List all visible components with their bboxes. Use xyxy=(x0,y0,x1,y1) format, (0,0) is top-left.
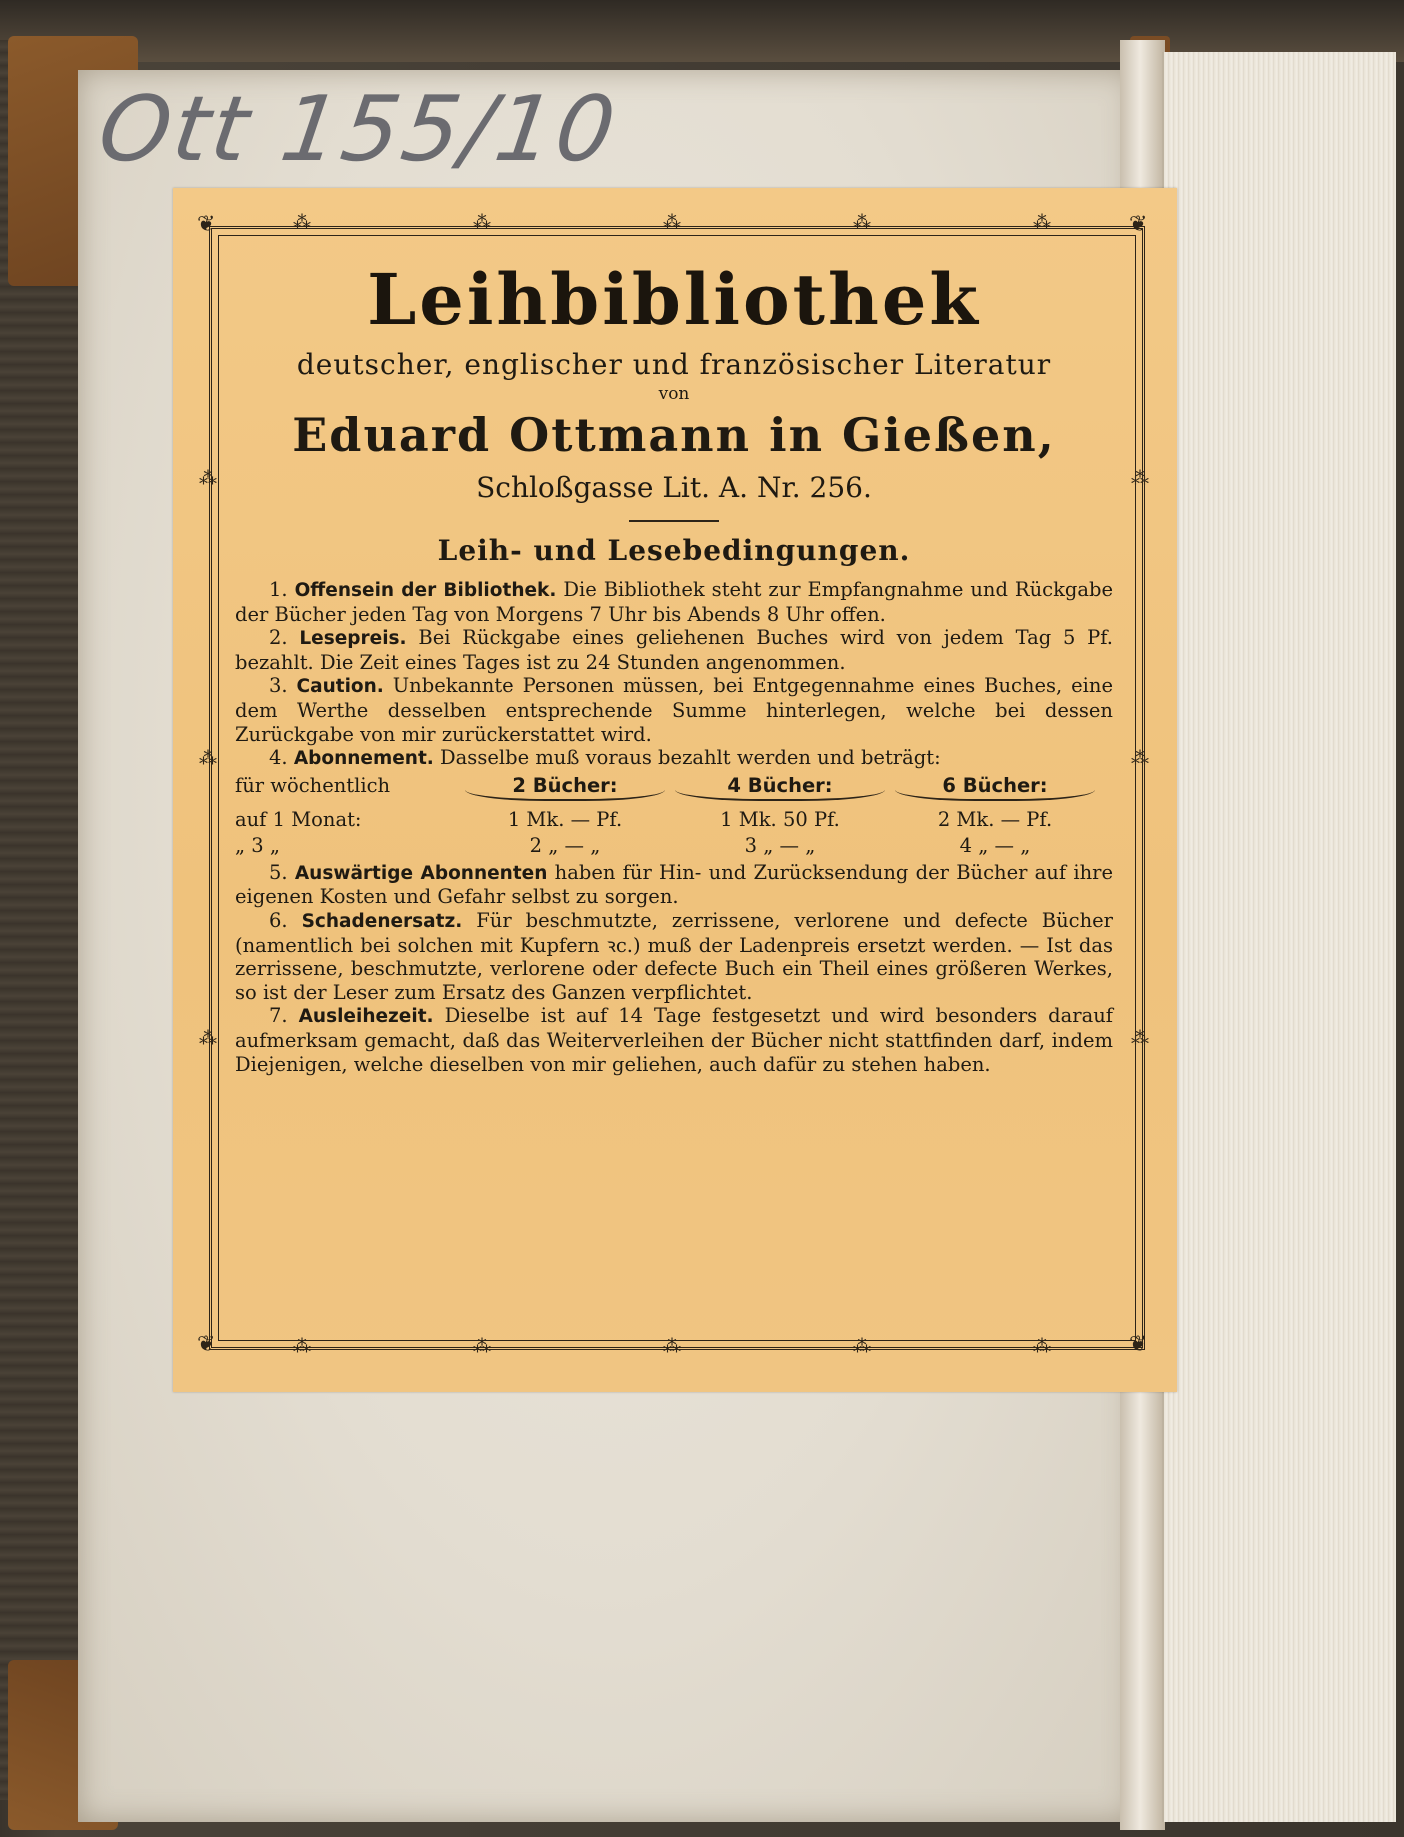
border-flourish-icon: ⁂ xyxy=(199,1028,217,1049)
border-flourish-icon: ⁂ xyxy=(293,1336,311,1357)
conditions-heading: Leih- und Lesebedingungen. xyxy=(437,534,911,567)
border-flourish-icon: ⁂ xyxy=(473,1336,491,1357)
rule-item: 6. Schadenersatz. Für beschmutzte, zerrissene, verlorene und defecte Bücher (namentlich bei solchen mit Kupfern ꝛc.) muß der Ladenpreis ersetzt werden. — Ist das zerrissene, beschmutzte, verlorene oder defecte Buch ein Theil eines größeren Werkes, so ist der Leser zum Ersatz des Ganzen verpflichtet. xyxy=(235,908,1113,1004)
label-owner: Eduard Ottmann in Gießen, xyxy=(292,408,1056,462)
rules-list xyxy=(235,578,1113,771)
rule-heading: Caution. xyxy=(296,676,384,698)
rule-heading: Lesepreis. xyxy=(299,628,407,650)
price-col-header: 4 Bücher: xyxy=(675,773,885,801)
border-flourish-icon: ⁂ xyxy=(853,1336,871,1357)
border-flourish-icon: ⁂ xyxy=(473,212,491,233)
rule-item: 1. Offensein der Bibliothek. Die Bibliothek steht zur Empfangnahme und Rückgabe der Bücher jeden Tag von Morgens 7 Uhr bis Abends 8 Uhr offen. xyxy=(235,578,1114,626)
label-title: Leihbibliothek xyxy=(367,258,981,341)
price-cell: 3 „ — „ xyxy=(744,833,816,857)
rule-text: Für beschmutzte, zerrissene, verlorene und defecte Bücher (namentlich bei solchen mit Kupfern ꝛc.) muß der Ladenpreis ersetzt werden. — Ist das zerrissene, beschmutzte, verlorene oder defecte Buch ein Theil eines größeren Werkes, so ist der Leser zum Ersatz des Ganzen verpflichtet. xyxy=(235,908,1113,1004)
label-von: von xyxy=(658,384,690,404)
price-row-label: auf 1 Monat: xyxy=(235,807,362,831)
rule-item: 7. Ausleihezeit. Dieselbe ist auf 14 Tage festgesetzt und wird besonders darauf aufmerksam gemacht, daß das Weiterverleihen der Bücher nicht stattfinden darf, indem Diejenigen, welche dieselben von mir geliehen, auch dafür zu stehen haben. xyxy=(235,1004,1113,1076)
border-flourish-icon: ⁂ xyxy=(1033,212,1051,233)
border-flourish-icon: ⁂ xyxy=(663,1336,681,1357)
border-flourish-icon: ⁂ xyxy=(1131,748,1149,769)
library-label xyxy=(173,188,1177,1392)
corner-ornament-icon: ❦ xyxy=(197,212,216,237)
label-content xyxy=(235,258,1113,1076)
rule-item: 4. Abonnement. Dasselbe muß voraus bezahlt werden und beträgt: xyxy=(269,746,941,770)
rule-item: 2. Lesepreis. Bei Rückgabe eines geliehenen Buches wird von jedem Tag 5 Pf. bezahlt. Die Zeit eines Tages ist zu 24 Stunden angenommen. xyxy=(235,626,1113,674)
price-col-header: 2 Bücher: xyxy=(465,773,665,801)
rules-list-continued xyxy=(235,861,1113,1076)
border-flourish-icon: ⁂ xyxy=(199,748,217,769)
price-row-label: „ 3 „ xyxy=(235,833,281,857)
rule-text: haben für Hin- und Zurücksendung der Bücher auf ihre eigenen Kosten und Gefahr selbst zu sorgen. xyxy=(235,860,1113,909)
leather-spine-strip xyxy=(0,40,80,1800)
price-table-header xyxy=(235,773,1113,801)
rule-text: Bei Rückgabe eines geliehenen Buches wird von jedem Tag 5 Pf. bezahlt. Die Zeit eines Tages ist zu 24 Stunden angenommen. xyxy=(235,626,1113,674)
page-block xyxy=(1162,52,1396,1822)
price-cell: 1 Mk. — Pf. xyxy=(507,807,623,831)
price-cell: 4 „ — „ xyxy=(959,833,1031,857)
handwritten-shelfmark: Ott 155/10 xyxy=(92,77,625,182)
border-flourish-icon: ⁂ xyxy=(663,212,681,233)
border-flourish-icon: ⁂ xyxy=(1131,1028,1149,1049)
price-cell: 2 Mk. — Pf. xyxy=(937,807,1053,831)
label-address: Schloßgasse Lit. A. Nr. 256. xyxy=(476,471,872,504)
border-flourish-icon: ⁂ xyxy=(1131,468,1149,489)
corner-ornament-icon: ❦ xyxy=(197,1332,216,1357)
price-cell: 2 „ — „ xyxy=(529,833,601,857)
border-flourish-icon: ⁂ xyxy=(293,212,311,233)
rule-text: Unbekannte Personen müssen, bei Entgegennahme eines Buches, eine dem Werthe desselben entsprechende Summe hinterlegen, welche bei dessen Zurückgabe von mir zurückerstattet wird. xyxy=(235,674,1114,746)
border-flourish-icon: ⁂ xyxy=(853,212,871,233)
border-flourish-icon: ⁂ xyxy=(199,468,217,489)
rule-heading: Auswärtige Abonnenten xyxy=(294,862,548,884)
price-cell: 1 Mk. 50 Pf. xyxy=(720,807,840,831)
rule-item: 3. Caution. Unbekannte Personen müssen, bei Entgegennahme eines Buches, eine dem Werthe desselben entsprechende Summe hinterlegen, welche bei dessen Zurückgabe von mir zurückerstattet wird. xyxy=(235,674,1114,746)
rule-heading: Schadenersatz. xyxy=(301,910,463,932)
price-table-row xyxy=(235,833,1113,859)
price-col-header: 6 Bücher: xyxy=(895,773,1095,801)
rule-item: 5. Auswärtige Abonnenten haben für Hin- und Zurücksendung der Bücher auf ihre eigenen Kosten und Gefahr selbst zu sorgen. xyxy=(235,860,1113,909)
rule-text: Die Bibliothek steht zur Empfangnahme und Rückgabe der Bücher jeden Tag von Morgens 7 Uhr bis Abends 8 Uhr offen. xyxy=(235,578,1114,626)
label-subtitle: deutscher, englischer und französischer Literatur xyxy=(296,348,1052,381)
rule-heading: Abonnement. xyxy=(293,748,434,770)
corner-ornament-icon: ❦ xyxy=(1129,212,1148,237)
divider-rule xyxy=(629,520,719,522)
rule-text: Dieselbe ist auf 14 Tage festgesetzt und wird besonders darauf aufmerksam gemacht, daß das Weiterverleihen der Bücher nicht stattfinden darf, indem Diejenigen, welche dieselben von mir geliehen, auch dafür zu stehen haben. xyxy=(235,1004,1113,1076)
price-row-label: für wöchentlich xyxy=(235,773,391,797)
border-flourish-icon: ⁂ xyxy=(1033,1336,1051,1357)
price-table xyxy=(235,773,1113,859)
rule-heading: Ausleihezeit. xyxy=(298,1006,434,1028)
corner-ornament-icon: ❦ xyxy=(1129,1332,1148,1357)
rule-text: Dasselbe muß voraus bezahlt werden und beträgt: xyxy=(440,746,941,770)
price-table-row xyxy=(235,807,1113,833)
rule-heading: Offensein der Bibliothek. xyxy=(294,580,557,601)
